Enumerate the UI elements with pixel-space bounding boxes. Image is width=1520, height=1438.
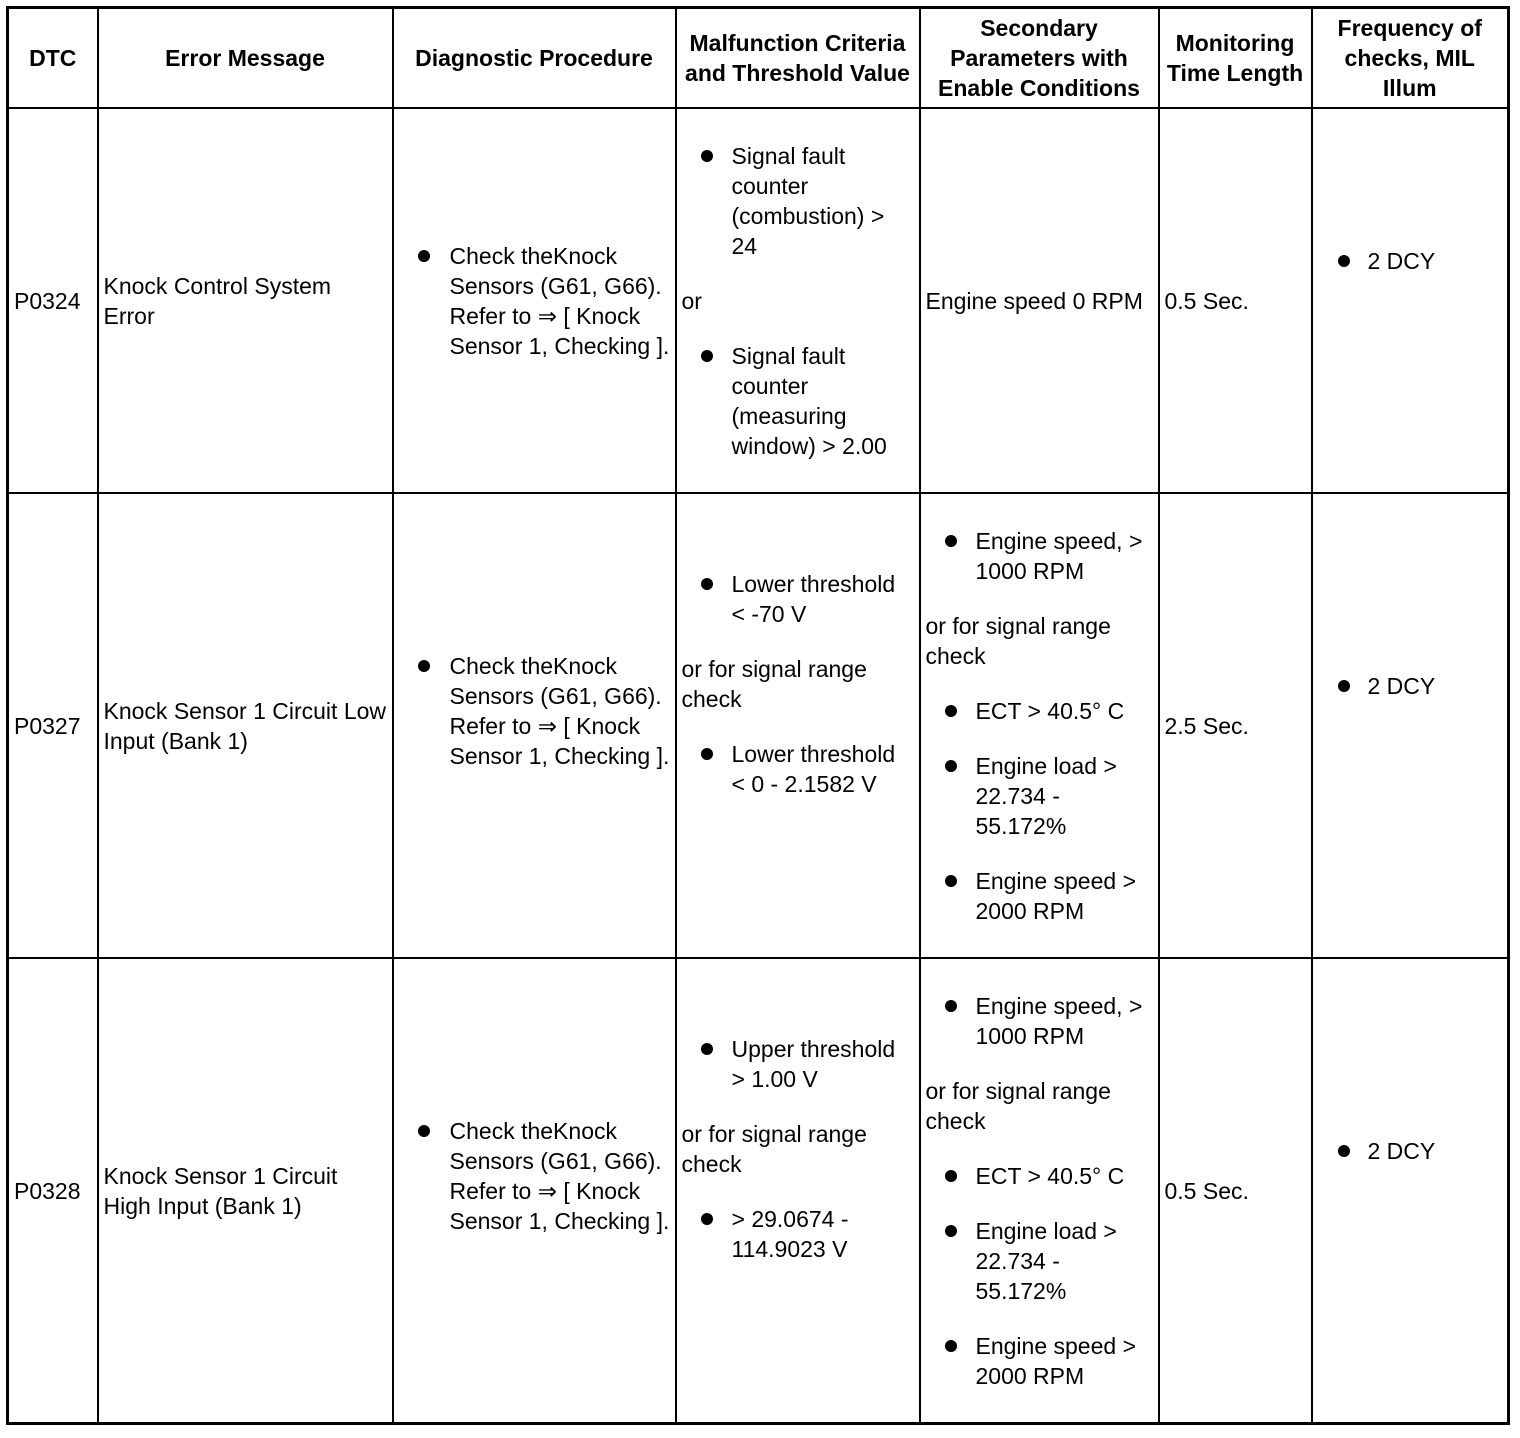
bullet-item: Upper threshold > 1.00 V bbox=[682, 1034, 914, 1094]
header-dtc: DTC bbox=[8, 8, 98, 109]
bullet-item: ECT > 40.5° C bbox=[926, 696, 1153, 726]
bullet-item: ECT > 40.5° C bbox=[926, 1161, 1153, 1191]
criteria-text: or for signal range check bbox=[681, 1120, 867, 1177]
bullet-list bbox=[926, 526, 1153, 586]
header-monitoring-time: Monitoring Time Length bbox=[1159, 8, 1312, 109]
bullet-list bbox=[399, 651, 670, 771]
bullet-item: Check theKnock Sensors (G61, G66). Refer to ⇒ [ Knock Sensor 1, Checking ]. bbox=[399, 241, 670, 361]
error-message: Knock Sensor 1 Circuit Low Input (Bank 1) bbox=[98, 493, 393, 958]
secondary-parameters bbox=[920, 958, 1159, 1424]
bullet-item: Engine load > 22.734 - 55.172% bbox=[926, 751, 1153, 841]
bullet-list bbox=[682, 341, 914, 461]
diagnostic-procedure bbox=[393, 958, 676, 1424]
malfunction-criteria bbox=[676, 493, 920, 958]
parameter-text: or for signal range check bbox=[925, 1077, 1111, 1134]
header-error-message: Error Message bbox=[98, 8, 393, 109]
bullet-list bbox=[682, 739, 914, 799]
monitoring-time: 2.5 Sec. bbox=[1159, 493, 1312, 958]
dtc-table-wrapper bbox=[6, 6, 1507, 1425]
bullet-list bbox=[926, 991, 1153, 1051]
bullet-item: > 29.0674 - 114.9023 V bbox=[682, 1204, 914, 1264]
bullet-item: Engine speed > 2000 RPM bbox=[926, 866, 1153, 926]
secondary-parameters bbox=[920, 493, 1159, 958]
monitoring-time: 0.5 Sec. bbox=[1159, 108, 1312, 493]
criteria-text: or for signal range check bbox=[681, 655, 867, 712]
error-message: Knock Control System Error bbox=[98, 108, 393, 493]
bullet-list bbox=[1318, 246, 1503, 276]
bullet-item: Signal fault counter (measuring window) > 2.00 bbox=[682, 341, 914, 461]
dtc-code: P0327 bbox=[8, 493, 98, 958]
error-message: Knock Sensor 1 Circuit High Input (Bank 1) bbox=[98, 958, 393, 1424]
dtc-table bbox=[6, 6, 1510, 1425]
parameter-text: or for signal range check bbox=[925, 612, 1111, 669]
bullet-item: Check theKnock Sensors (G61, G66). Refer to ⇒ [ Knock Sensor 1, Checking ]. bbox=[399, 1116, 670, 1236]
secondary-parameters: Engine speed 0 RPM bbox=[920, 108, 1159, 493]
bullet-item: 2 DCY bbox=[1318, 246, 1503, 276]
malfunction-criteria bbox=[676, 108, 920, 493]
table-row bbox=[8, 493, 1509, 958]
bullet-item: Signal fault counter (combustion) > 24 bbox=[682, 141, 914, 261]
malfunction-criteria bbox=[676, 958, 920, 1424]
criteria-text: or bbox=[681, 287, 702, 314]
table-row bbox=[8, 108, 1509, 493]
bullet-list bbox=[682, 1204, 914, 1264]
bullet-item: Engine load > 22.734 - 55.172% bbox=[926, 1216, 1153, 1306]
bullet-list bbox=[926, 696, 1153, 926]
diagnostic-procedure bbox=[393, 108, 676, 493]
frequency bbox=[1312, 958, 1509, 1424]
bullet-list bbox=[926, 1161, 1153, 1391]
bullet-item: Lower threshold < 0 - 2.1582 V bbox=[682, 739, 914, 799]
bullet-list bbox=[399, 1116, 670, 1236]
bullet-item: Engine speed > 2000 RPM bbox=[926, 1331, 1153, 1391]
bullet-list bbox=[682, 141, 914, 261]
header-secondary-parameters: Secondary Parameters with Enable Conditions bbox=[920, 8, 1159, 109]
monitoring-time: 0.5 Sec. bbox=[1159, 958, 1312, 1424]
table-row bbox=[8, 958, 1509, 1424]
bullet-list bbox=[1318, 1136, 1503, 1166]
bullet-item: 2 DCY bbox=[1318, 671, 1503, 701]
frequency bbox=[1312, 108, 1509, 493]
dtc-code: P0324 bbox=[8, 108, 98, 493]
frequency bbox=[1312, 493, 1509, 958]
bullet-list bbox=[399, 241, 670, 361]
bullet-item: Lower threshold < -70 V bbox=[682, 569, 914, 629]
header-row bbox=[8, 8, 1509, 109]
bullet-item: Engine speed, > 1000 RPM bbox=[926, 991, 1153, 1051]
bullet-item: 2 DCY bbox=[1318, 1136, 1503, 1166]
header-diagnostic-procedure: Diagnostic Procedure bbox=[393, 8, 676, 109]
header-malfunction-criteria: Malfunction Criteria and Threshold Value bbox=[676, 8, 920, 109]
bullet-list bbox=[682, 1034, 914, 1094]
dtc-code: P0328 bbox=[8, 958, 98, 1424]
bullet-item: Check theKnock Sensors (G61, G66). Refer to ⇒ [ Knock Sensor 1, Checking ]. bbox=[399, 651, 670, 771]
bullet-list bbox=[1318, 671, 1503, 701]
header-frequency: Frequency of checks, MIL Illum bbox=[1312, 8, 1509, 109]
bullet-item: Engine speed, > 1000 RPM bbox=[926, 526, 1153, 586]
diagnostic-procedure bbox=[393, 493, 676, 958]
bullet-list bbox=[682, 569, 914, 629]
